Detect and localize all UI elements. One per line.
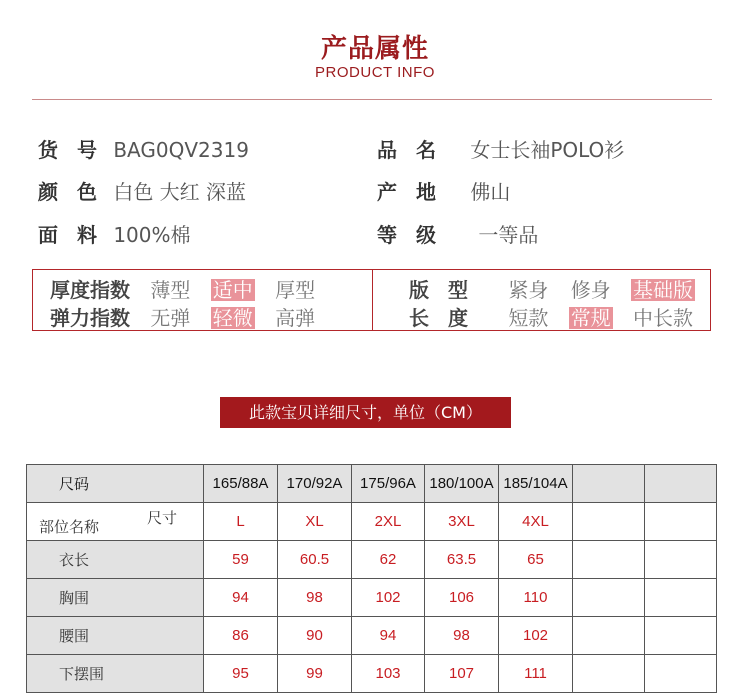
info-value: 女士长袖POLO衫 (470, 138, 625, 162)
value-cell: 94 (352, 617, 425, 655)
attribute-option: 基础版 (633, 278, 694, 302)
size-cell: XL (278, 503, 352, 541)
spec-cell: 170/92A (278, 465, 352, 503)
value-cell (645, 655, 717, 693)
spec-cell: 180/100A (425, 465, 499, 503)
attribute-option: 常规 (570, 306, 611, 330)
info-value: 一等品 (478, 223, 539, 247)
table-row (27, 579, 717, 617)
size-table (26, 464, 717, 693)
attribute-fit (409, 274, 695, 303)
row-label: 胸围 (27, 579, 204, 617)
info-label: 产 地 (377, 180, 442, 204)
attribute-label: 厚度指数 (50, 278, 130, 302)
size-banner: 此款宝贝详细尺寸，单位（CM） (220, 397, 511, 428)
table-row (27, 465, 717, 503)
page-subtitle: PRODUCT INFO (315, 64, 435, 81)
attribute-thickness (50, 274, 317, 303)
attribute-option: 无弹 (150, 306, 191, 330)
info-value: BAG0QV2319 (113, 138, 249, 162)
size-cell: 3XL (425, 503, 499, 541)
attribute-option: 薄型 (150, 278, 191, 302)
info-label: 货 号 (38, 138, 103, 162)
info-fabric (38, 219, 191, 248)
value-cell (645, 617, 717, 655)
attribute-label: 弹力指数 (50, 306, 130, 330)
value-cell: 90 (278, 617, 352, 655)
info-value: 100%棉 (113, 223, 191, 247)
value-cell (573, 617, 645, 655)
diagonal-header-cell (27, 503, 204, 541)
table-row (27, 503, 717, 541)
spec-cell: 165/88A (204, 465, 278, 503)
value-cell: 60.5 (278, 541, 352, 579)
info-label: 品 名 (377, 138, 442, 162)
title-divider (32, 99, 712, 100)
value-cell: 102 (499, 617, 573, 655)
info-color (38, 176, 246, 205)
value-cell: 98 (278, 579, 352, 617)
info-label: 颜 色 (38, 180, 103, 204)
info-value: 白色 大红 深蓝 (113, 180, 247, 204)
info-value: 佛山 (470, 180, 511, 204)
info-item-no (38, 134, 249, 163)
table-row (27, 617, 717, 655)
attribute-label: 版 型 (409, 278, 474, 302)
attribute-option: 中长款 (633, 306, 694, 330)
value-cell: 99 (278, 655, 352, 693)
table-row (27, 541, 717, 579)
info-label: 等 级 (377, 223, 442, 247)
info-product-name (377, 134, 624, 163)
attribute-option: 适中 (212, 278, 253, 302)
value-cell: 95 (204, 655, 278, 693)
value-cell: 110 (499, 579, 573, 617)
spec-cell (573, 465, 645, 503)
row-label: 腰围 (27, 617, 204, 655)
value-cell: 102 (352, 579, 425, 617)
size-cell: L (204, 503, 278, 541)
value-cell: 106 (425, 579, 499, 617)
size-header-label: 尺码 (27, 465, 204, 503)
attribute-length (409, 302, 695, 331)
attribute-option: 修身 (570, 278, 611, 302)
size-cell (645, 503, 717, 541)
attribute-divider (372, 270, 373, 330)
value-cell: 63.5 (425, 541, 499, 579)
value-cell: 107 (425, 655, 499, 693)
row-label: 下摆围 (27, 655, 204, 693)
attribute-option: 短款 (508, 306, 549, 330)
attribute-option: 紧身 (508, 278, 549, 302)
spec-cell: 175/96A (352, 465, 425, 503)
attribute-panel (32, 269, 711, 331)
diag-bottom-label: 部位名称 (39, 519, 100, 536)
size-cell (573, 503, 645, 541)
attribute-elasticity (50, 302, 317, 331)
row-label: 衣长 (27, 541, 204, 579)
value-cell: 65 (499, 541, 573, 579)
table-row (27, 655, 717, 693)
value-cell (573, 541, 645, 579)
attribute-option: 厚型 (275, 278, 316, 302)
attribute-option: 轻微 (212, 306, 253, 330)
value-cell: 103 (352, 655, 425, 693)
attribute-label: 长 度 (409, 306, 474, 330)
value-cell (645, 579, 717, 617)
value-cell: 59 (204, 541, 278, 579)
info-grade (377, 219, 538, 248)
size-cell: 2XL (352, 503, 425, 541)
info-origin (377, 176, 510, 205)
value-cell: 94 (204, 579, 278, 617)
size-cell: 4XL (499, 503, 573, 541)
value-cell: 111 (499, 655, 573, 693)
attribute-option: 高弹 (275, 306, 316, 330)
value-cell (645, 541, 717, 579)
value-cell: 62 (352, 541, 425, 579)
info-label: 面 料 (38, 223, 103, 247)
value-cell: 86 (204, 617, 278, 655)
value-cell: 98 (425, 617, 499, 655)
page-title: 产品属性 (320, 34, 429, 64)
value-cell (573, 579, 645, 617)
spec-cell (645, 465, 717, 503)
spec-cell: 185/104A (499, 465, 573, 503)
value-cell (573, 655, 645, 693)
diag-top-label: 尺寸 (146, 510, 177, 527)
